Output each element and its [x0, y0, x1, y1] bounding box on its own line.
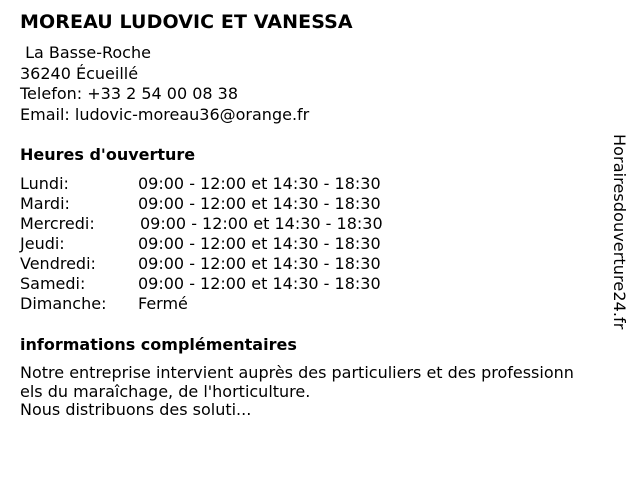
- time-range: 09:00 - 12:00 et 14:30 - 18:30: [138, 174, 381, 193]
- site-watermark: Horairesdouverture24.fr: [610, 134, 629, 330]
- time-range: 09:00 - 12:00 et 14:30 - 18:30: [138, 254, 381, 273]
- address-city: 36240 Écueillé: [20, 63, 139, 83]
- day-label: Dimanche:: [20, 294, 107, 313]
- time-range: 09:00 - 12:00 et 14:30 - 18:30: [138, 194, 381, 213]
- phone-line: Telefon: +33 2 54 00 08 38: [20, 84, 239, 103]
- day-label: Samedi:: [20, 274, 86, 293]
- contact-block: [20, 43, 309, 125]
- address-street: La Basse-Roche: [20, 43, 151, 62]
- info-line: Notre entreprise intervient auprès des particuliers et des professionn: [20, 363, 574, 382]
- time-range: 09:00 - 12:00 et 14:30 - 18:30: [138, 234, 381, 253]
- info-heading: informations complémentaires: [20, 335, 297, 354]
- hours-heading: Heures d'ouverture: [20, 145, 196, 164]
- info-line: els du maraîchage, de l'horticulture.: [20, 381, 311, 401]
- day-label: Lundi:: [20, 174, 69, 193]
- time-range: 09:00 - 12:00 et 14:30 - 18:30: [138, 274, 381, 293]
- day-label: Mercredi:: [20, 214, 95, 233]
- info-text: [20, 364, 620, 420]
- day-label: Vendredi:: [20, 254, 96, 273]
- info-line: Nous distribuons des soluti...: [20, 400, 252, 419]
- day-label: Mardi:: [20, 194, 70, 213]
- day-label: Jeudi:: [20, 234, 65, 253]
- time-range: 09:00 - 12:00 et 14:30 - 18:30: [140, 214, 383, 233]
- business-name: MOREAU LUDOVIC ET VANESSA: [20, 11, 353, 33]
- email-line: Email: ludovic-moreau36@orange.fr: [20, 104, 310, 124]
- time-range: Fermé: [138, 294, 188, 313]
